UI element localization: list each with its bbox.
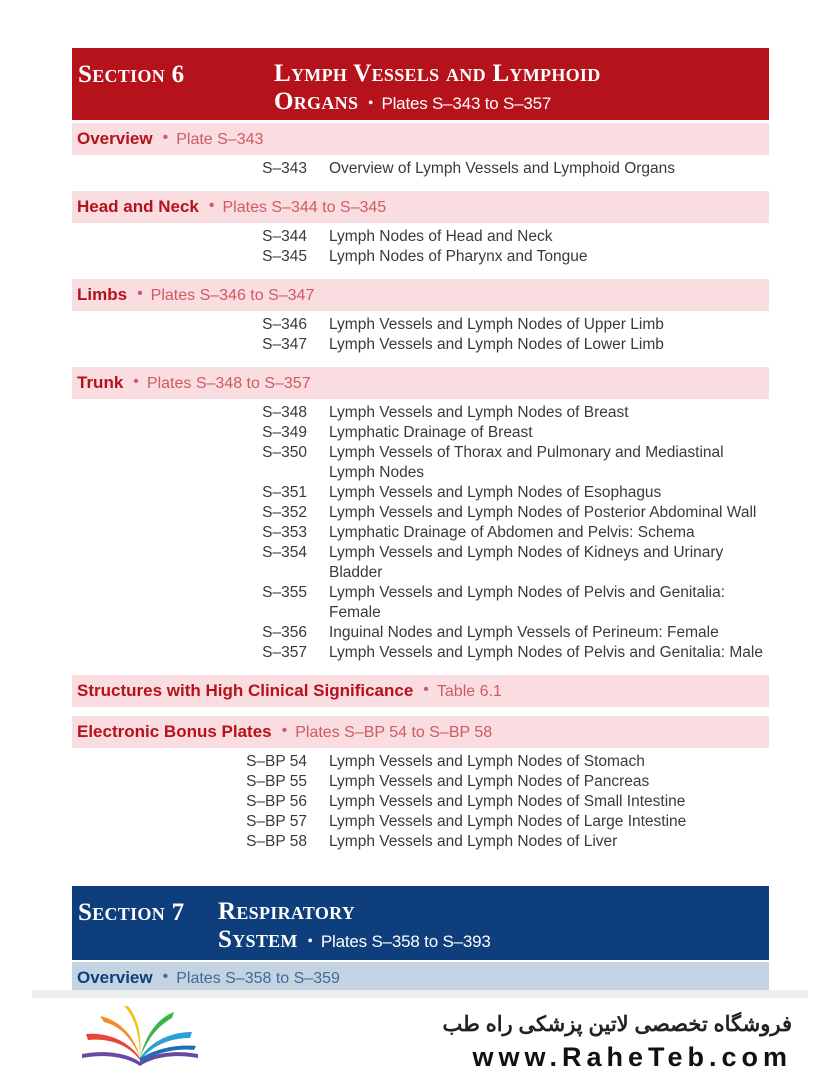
plate-code: S–346	[262, 316, 307, 333]
section-6-label: Section 6	[78, 61, 185, 88]
plate-entry[interactable]	[72, 247, 769, 267]
subheader-limbs-plates: Plates S–346 to S–347	[150, 287, 315, 304]
entries-limbs	[72, 315, 769, 355]
section-6-title-line2	[274, 88, 601, 118]
section-7-title-line1: Respiratory	[218, 898, 356, 925]
plate-entry[interactable]	[72, 483, 769, 503]
entries-overview	[72, 159, 769, 179]
page-cutoff-fade	[32, 990, 808, 998]
plate-title: Lymph Vessels and Lymph Nodes of Liver	[329, 833, 618, 850]
plate-code: S–345	[262, 248, 307, 265]
subheader-clinical-significance-plates: Table 6.1	[436, 683, 502, 700]
section-6-header	[72, 48, 769, 120]
plate-code: S–350	[262, 444, 307, 461]
plate-code: S–BP 57	[246, 813, 307, 830]
subheader-trunk-text	[77, 373, 311, 393]
subheader-head-and-neck-name: Head and Neck	[77, 197, 199, 216]
plate-title: Lymph Vessels and Lymph Nodes of Pancreas	[329, 773, 650, 790]
subheader-trunk-name: Trunk	[77, 373, 124, 392]
entries-trunk	[72, 403, 769, 663]
plate-title: Lymph Vessels and Lymph Nodes of Small Intestine	[329, 793, 686, 810]
subheader-overview-plates: Plate S–343	[176, 131, 264, 148]
plate-title: Lymph Vessels and Lymph Nodes of Breast	[329, 404, 629, 421]
plate-title: Lymphatic Drainage of Breast	[329, 424, 533, 441]
plate-entry[interactable]	[72, 643, 769, 663]
subheader-limbs-text	[77, 285, 314, 305]
subheader-bullet: •	[423, 681, 429, 698]
plate-entry[interactable]	[72, 443, 769, 483]
plate-entry[interactable]	[72, 423, 769, 443]
section-6-bullet: •	[368, 96, 374, 111]
section-6-plates: Plates S–343 to S–357	[381, 94, 552, 113]
subheader-electronic-bonus-text	[77, 722, 492, 742]
subheader-bullet: •	[137, 285, 143, 302]
subheader-electronic-bonus-plates: Plates S–BP 54 to S–BP 58	[295, 724, 493, 741]
plate-entry[interactable]	[72, 623, 769, 643]
subheader-overview-name: Overview	[77, 129, 153, 148]
subheader-overview-text	[77, 129, 263, 149]
plate-code: S–357	[262, 644, 307, 661]
plate-code: S–BP 58	[246, 833, 307, 850]
plate-code: S–355	[262, 584, 307, 601]
plate-code: S–BP 55	[246, 773, 307, 790]
section-7-label: Section 7	[78, 899, 185, 926]
plate-code: S–343	[262, 160, 307, 177]
subheader-electronic-bonus[interactable]	[72, 716, 769, 748]
plate-entry[interactable]	[72, 543, 769, 583]
plate-title: Lymphatic Drainage of Abdomen and Pelvis: Schema	[329, 524, 695, 541]
plate-code: S–BP 54	[246, 753, 307, 770]
subheader-trunk-plates: Plates S–348 to S–357	[146, 375, 311, 392]
section-7-title-line2	[218, 926, 491, 956]
subheader-bullet: •	[281, 722, 288, 739]
plate-entry[interactable]	[72, 315, 769, 335]
plate-entry[interactable]	[72, 792, 769, 812]
plate-entry[interactable]	[72, 503, 769, 523]
plate-code: S–344	[262, 228, 307, 245]
entries-head-and-neck	[72, 227, 769, 267]
plate-title: Lymph Vessels and Lymph Nodes of Posterior Abdominal Wall	[329, 504, 757, 521]
plate-title: Lymph Vessels and Lymph Nodes of Kidneys and Urinary Bladder	[329, 544, 724, 581]
plate-code: S–349	[262, 424, 307, 441]
plate-title: Lymph Vessels and Lymph Nodes of Esophagus	[329, 484, 662, 501]
plate-code: S–BP 56	[246, 793, 307, 810]
subheader-clinical-significance-text	[77, 681, 502, 701]
plate-entry[interactable]	[72, 752, 769, 772]
plate-title: Lymph Vessels of Thorax and Pulmonary and Mediastinal Lymph Nodes	[329, 444, 724, 481]
plate-code: S–353	[262, 524, 307, 541]
plate-entry[interactable]	[72, 227, 769, 247]
subheader-head-and-neck-text	[77, 197, 386, 217]
plate-code: S–354	[262, 544, 307, 561]
plate-title: Lymph Vessels and Lymph Nodes of Upper Limb	[329, 316, 664, 333]
subheader-clinical-significance[interactable]	[72, 675, 769, 707]
section-7-plates: Plates S–358 to S–393	[320, 932, 491, 951]
plate-entry[interactable]	[72, 159, 769, 179]
plate-entry[interactable]	[72, 812, 769, 832]
plate-title: Lymph Nodes of Head and Neck	[329, 228, 553, 245]
footer-url[interactable]: www.RaheTeb.com	[472, 1042, 792, 1072]
section-7-title-line2-text: System	[218, 926, 298, 953]
plate-entry[interactable]	[72, 832, 769, 852]
section-7-header	[72, 886, 769, 960]
subheader-overview[interactable]	[72, 123, 769, 155]
plate-entry[interactable]	[72, 772, 769, 792]
footer-persian-text: فروشگاه تخصصی لاتین پزشکی راه طب	[442, 1013, 792, 1036]
plate-title: Inguinal Nodes and Lymph Vessels of Perineum: Female	[329, 624, 719, 641]
plate-code: S–356	[262, 624, 307, 641]
subheader-bullet: •	[208, 197, 215, 214]
plate-entry[interactable]	[72, 403, 769, 423]
plate-entry[interactable]	[72, 335, 769, 355]
subheader-bullet: •	[133, 373, 139, 390]
plate-entry[interactable]	[72, 583, 769, 623]
section-6-title-line1: Lymph Vessels and Lymphoid	[274, 60, 601, 87]
open-book-logo	[78, 1004, 202, 1068]
plate-code: S–348	[262, 404, 307, 421]
subheader-head-and-neck-plates: Plates S–344 to S–345	[222, 199, 387, 216]
section-7-bullet: •	[307, 934, 313, 949]
section-6-title	[274, 60, 601, 118]
section-7-title	[218, 898, 491, 956]
subheader-clinical-significance-name: Structures with High Clinical Significance	[77, 681, 414, 700]
plate-title: Lymph Vessels and Lymph Nodes of Large Intestine	[329, 813, 687, 830]
plate-title: Lymph Vessels and Lymph Nodes of Stomach	[329, 753, 645, 770]
plate-entry[interactable]	[72, 523, 769, 543]
plate-title: Lymph Vessels and Lymph Nodes of Pelvis and Genitalia: Male	[329, 644, 763, 661]
plate-code: S–352	[262, 504, 307, 521]
plate-title: Lymph Vessels and Lymph Nodes of Pelvis and Genitalia: Female	[329, 584, 726, 621]
subheader-bullet: •	[162, 968, 169, 985]
subheader-section-7-overview-plates: Plates S–358 to S–359	[176, 970, 340, 987]
plate-code: S–351	[262, 484, 307, 501]
entries-electronic-bonus	[72, 752, 769, 852]
plate-title: Overview of Lymph Vessels and Lymphoid Organs	[329, 160, 676, 177]
subheader-head-and-neck[interactable]	[72, 191, 769, 223]
section-6-title-line2-text: Organs	[274, 88, 359, 115]
plate-title: Lymph Vessels and Lymph Nodes of Lower Limb	[329, 336, 664, 353]
subheader-section-7-overview-name: Overview	[77, 968, 153, 987]
subheader-bullet: •	[162, 129, 169, 146]
plate-code: S–347	[262, 336, 307, 353]
subheader-limbs[interactable]	[72, 279, 769, 311]
subheader-limbs-name: Limbs	[77, 285, 128, 304]
plate-title: Lymph Nodes of Pharynx and Tongue	[329, 248, 588, 265]
subheader-electronic-bonus-name: Electronic Bonus Plates	[77, 722, 272, 741]
subheader-section-7-overview-text	[77, 968, 340, 988]
subheader-trunk[interactable]	[72, 367, 769, 399]
